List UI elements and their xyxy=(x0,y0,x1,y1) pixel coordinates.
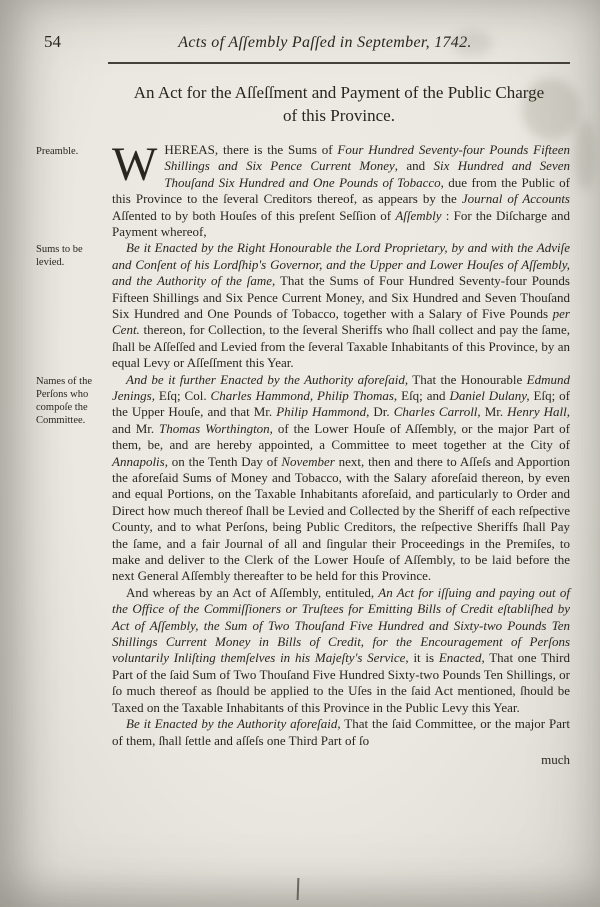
text-run: Be it Enacted by the Right Honourable the Lord Proprietary, by and with the Adviſe and Conſent of his Lordſhip's Governor, and the Upper and Lower Houſes of Aſſembly, and the Authority of the ſame, xyxy=(112,240,570,289)
text-run: November xyxy=(281,453,335,469)
text-run: thereon, for Collection, to the ſeveral Sheriffs who ſhall collect and pay the ſame, ſhall be Aſſeſſed and Levied from the ſeveral Taxable Inhabitants of this Province, by an equal Levy or Aſſeſſment this Year. xyxy=(112,322,570,371)
section-text xyxy=(112,372,570,749)
text-run: Eſq; Col. xyxy=(154,387,211,403)
text-run: And be it further Enacted by the Authority aforeſaid, xyxy=(126,371,409,387)
section-text xyxy=(112,240,570,371)
act-title-line2: of this Province. xyxy=(283,105,395,125)
text-run: Six Hundred and Seven Thouſand Six Hundred and One Pounds of Tobacco xyxy=(164,158,570,190)
text-run: and Mr. xyxy=(112,420,160,436)
binding-mark xyxy=(297,878,300,900)
text-run: Edmund Jenings, xyxy=(112,371,571,403)
text-run: That the Honourable xyxy=(408,371,527,387)
text-run: Eſq; and xyxy=(397,387,450,403)
text-run: Philip Hammond, xyxy=(276,404,370,420)
text-run: HEREAS, there is the Sums of xyxy=(164,141,338,157)
text-run: Daniel Dulany, xyxy=(449,387,530,403)
text-run: Four Hundred Seventy-four Pounds Fifteen Shillings and Six Pence Current Money xyxy=(164,141,570,174)
text-run: Mr. xyxy=(480,404,508,420)
act-title-line1: An Act for the Aſſeſſment and Payment of the Public Charge xyxy=(133,83,545,102)
act-section xyxy=(36,137,571,240)
text-run: Annapolis, xyxy=(112,453,168,469)
margin-note: Sums to be levied. xyxy=(36,244,83,269)
page-number: 54 xyxy=(44,32,61,51)
text-run: : For the Diſcharge and Payment whereof, xyxy=(112,207,571,239)
act-section xyxy=(36,240,570,371)
text-run: That the ſaid Committee, or the major Part of them, ſhall ſettle and aſſeſs one Third Part of ſo xyxy=(112,716,570,748)
catchword-row xyxy=(0,751,570,769)
act-title xyxy=(108,82,570,128)
text-run: Charles Hammond, Philip Thomas, xyxy=(210,387,398,403)
margin-note: Preamble. xyxy=(36,145,79,157)
text-run: That the Sums of Four Hundred Seventy-four Pounds Fifteen Shillings and Six Pence Current Money, and Six Hundred and Seven Thouſand Six Hundred and One Pounds of Tobacco, together with a Salary of Five Pounds xyxy=(112,273,570,321)
text-run: Charles Carroll, xyxy=(393,404,481,420)
text-run: Aſſembly xyxy=(395,207,442,223)
text-run: Eſq; of the Upper Houſe, and that Mr. xyxy=(112,387,571,420)
act-body xyxy=(36,137,571,749)
text-run: on the Tenth Day of xyxy=(167,453,282,469)
margin-note: Names of the Perſons who compoſe the Committee. xyxy=(36,375,92,426)
text-run: Enacted, xyxy=(438,650,485,666)
paragraph xyxy=(112,372,570,585)
text-run: Be it Enacted by the Authority aforeſaid, xyxy=(126,716,341,732)
text-run: , and xyxy=(394,158,434,174)
section-text xyxy=(112,137,571,240)
text-run: And whereas by an Act of Aſſembly, entituled, xyxy=(126,584,379,600)
text-run: it is xyxy=(408,650,439,666)
paragraph xyxy=(112,716,570,749)
text-run: of the Lower Houſe of Aſſembly, or the major Part of them, be, and are hereby appointed, a Committee to meet together at the City of xyxy=(112,420,570,453)
text-run: Journal of Accounts xyxy=(461,191,570,207)
text-run: Henry Hall, xyxy=(507,404,571,420)
text-run: , due from the Public of this Province to the ſeveral Creditors thereof, as appears by the xyxy=(112,174,570,207)
text-run: Dr. xyxy=(369,404,394,420)
act-section xyxy=(36,372,570,749)
text-run: per Cent. xyxy=(112,305,570,338)
page-header xyxy=(0,0,600,52)
paper-stain xyxy=(574,120,596,190)
header-rule xyxy=(108,62,570,64)
text-run: Thomas Worthington, xyxy=(159,420,273,436)
text-run: next, then and there to Aſſeſs and Apportion the aforeſaid Sums of Money and Tobacco, with the Salary aforeſaid thereon, by even and equal Portions, on the Taxable Inhabitants aforeſaid, and particularly to Order and Direct how much thereof ſhall be Levied and Collected by the Sheriff of each reſpective County, and to what Perſons, being Public Creditors, the reſpective Sheriffs ſhall Pay the ſame, and a fair Journal of all and ſingular their Proceedings in the Premiſes, to make and deliver to the Clerk of the Lower Houſe of Aſſembly, to be laid before the next General Aſſembly thereafter to be held for this Province. xyxy=(112,453,570,584)
paragraph xyxy=(112,240,570,371)
paragraph xyxy=(112,137,571,240)
running-title: Acts of Aſſembly Paſſed in September, 1742. xyxy=(178,34,472,51)
paragraph xyxy=(112,585,570,716)
catchword: much xyxy=(541,751,570,767)
drop-cap: W xyxy=(112,137,158,191)
text-run: That one Third Part of the ſaid Sum of Two Thouſand Five Hundred Sixty-two Pounds Ten Shillings, or ſo much thereof as ſhould be applied to the Uſes in the ſaid Act mentioned, ſhould be Taxed on the Taxable Inhabitants of this Province in the Public Levy this Year. xyxy=(112,650,570,715)
text-run: Aſſented to by both Houſes of this preſent Seſſion of xyxy=(112,207,396,223)
text-run: An Act for iſſuing and paying out of the Office of the Commiſſioners or Truſtees for Emitting Bills of Credit eſtabliſhed by Act of Aſſembly, the Sum of Two Thouſand Five Hundred and Sixty-two Pounds Ten Shillings Current Money in Bills of Credit, for the Encouragement of Perſons voluntarily Inliſting themſelves in his Majeſty's Service, xyxy=(112,584,570,666)
